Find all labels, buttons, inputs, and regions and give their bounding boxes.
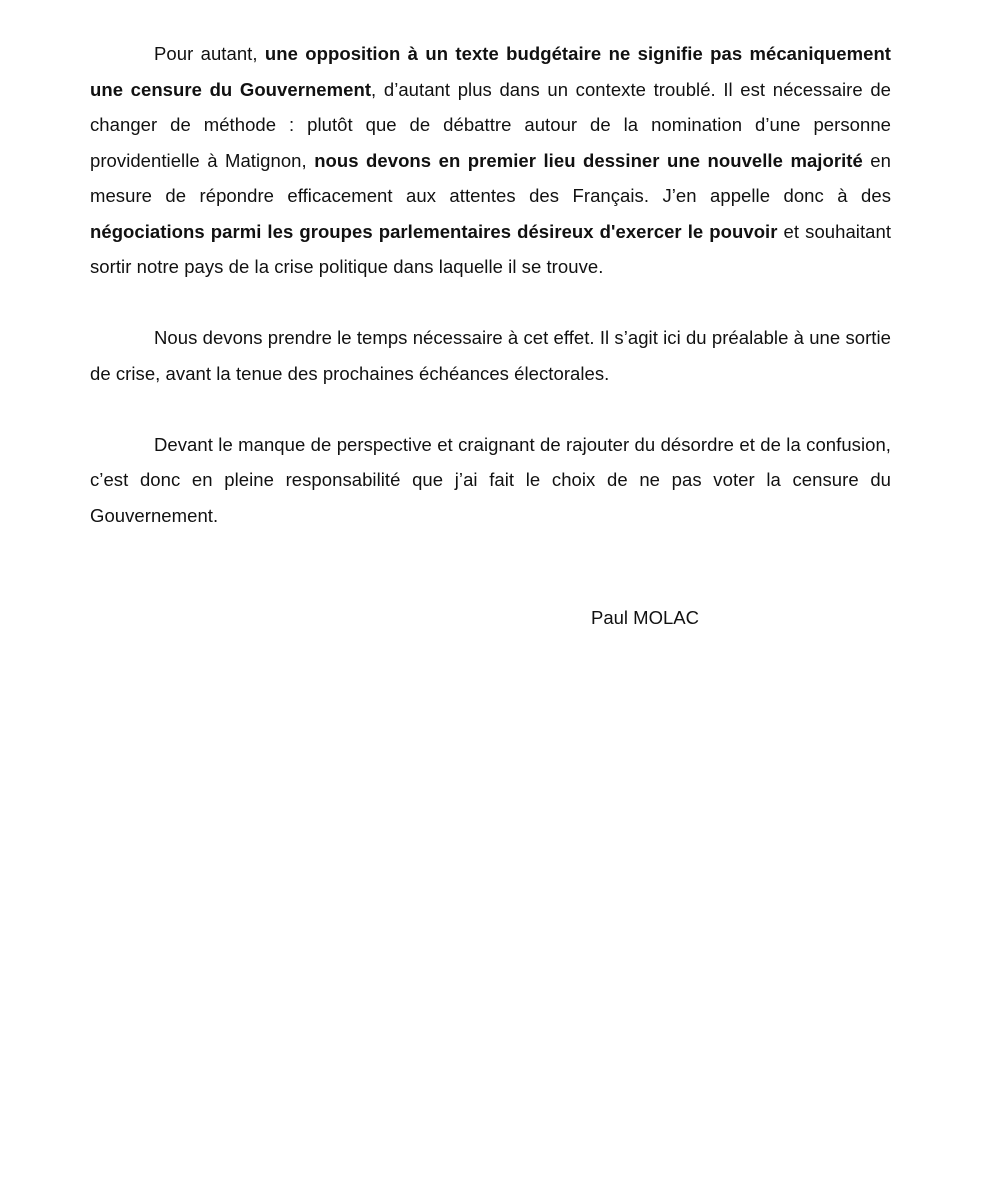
signature: Paul MOLAC xyxy=(591,607,699,628)
paragraph-1 xyxy=(90,36,891,285)
paragraph-3 xyxy=(90,427,891,534)
paragraph-1-text: et souhaitant sortir notre pays de la crise politique dans laquelle il se trouve. xyxy=(90,220,892,277)
paragraph-1-bold-opposition: une opposition à un texte budgétaire ne signifie pas mécaniquement une censure du Gouvernement xyxy=(90,43,891,100)
paragraph-1-text: , d’autant plus dans un contexte troublé. Il est nécessaire de changer de méthode : plutôt que de débattre autour de la nomination d’une personne providentielle à Matignon, xyxy=(90,78,891,171)
paragraph-2-text: Nous devons prendre le temps nécessaire à cet effet. Il s’agit ici du préalable à une sortie de crise, avant la tenue des prochaines échéances électorales. xyxy=(90,327,891,384)
paragraph-2 xyxy=(90,320,891,391)
letter-body xyxy=(90,36,891,569)
paragraph-1-text: Pour autant, xyxy=(154,43,265,64)
paragraph-3-text: Devant le manque de perspective et craignant de rajouter du désordre et de la confusion, c’est donc en pleine responsabilité que j’ai fait le choix de ne pas voter la censure du Gouvernement. xyxy=(90,433,891,526)
paragraph-1-bold-majorite: nous devons en premier lieu dessiner une nouvelle majorité xyxy=(314,149,863,171)
paragraph-1-bold-negociations: négociations parmi les groupes parlementaires désireux d'exercer le pouvoir xyxy=(90,220,778,242)
paragraph-1-text: en mesure de répondre efficacement aux attentes des Français. J’en appelle donc à des xyxy=(90,149,891,206)
